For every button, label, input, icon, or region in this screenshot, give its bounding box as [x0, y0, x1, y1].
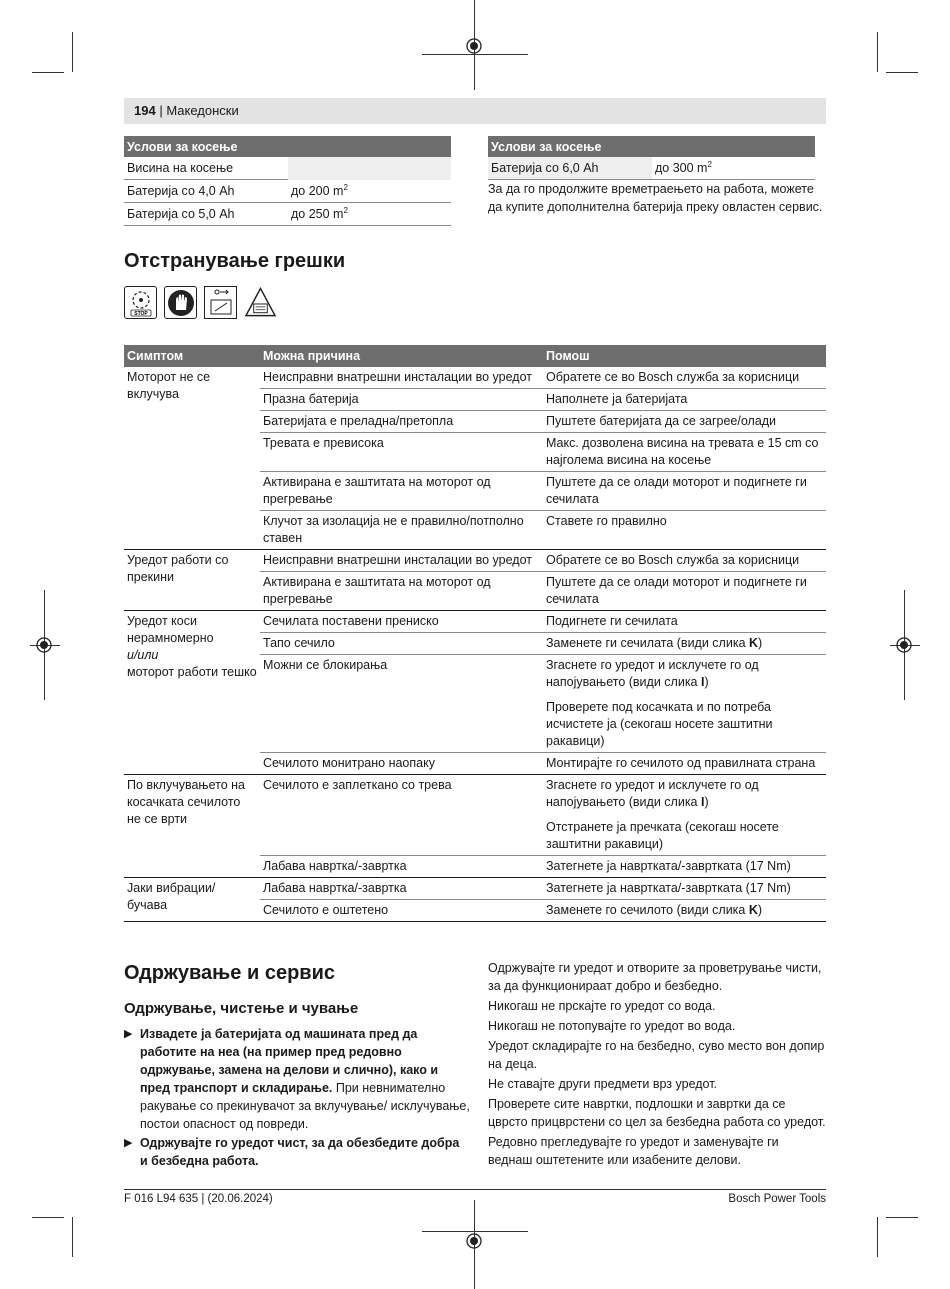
cause-cell: Лабава навртка/-завртка [260, 878, 543, 900]
cause-cell: Тапо сечило [260, 633, 543, 655]
paragraph: Проверете сите навртки, подлошки и завртки да се цврсто прицврстени со цел за безбедна работа со уредот. [488, 1097, 826, 1129]
column-header: Можна причина [260, 345, 543, 367]
superscript: 2 [343, 206, 348, 216]
bullet-item [124, 1025, 470, 1133]
table-row [124, 775, 826, 856]
cell-value: до 200 m [291, 184, 344, 199]
cause-cell: Тревата е превисока [260, 433, 543, 472]
help-text: Отстранете ја пречката (секогаш носете заштитни ракавици) [546, 820, 779, 851]
cause-cell: Сечилата поставени прениско [260, 611, 543, 633]
paragraph: Редовно прегледувајте го уредот и заменувајте ги веднаш оштетените или изабените делови. [488, 1135, 779, 1167]
table-title: Услови за косење [124, 136, 451, 157]
help-cell: Монтирајте го сечилото од правилната страна [543, 753, 826, 775]
figure-ref: I [701, 795, 705, 809]
help-text: ) [758, 636, 763, 650]
symptom-text: Уредот коси нерамномерно [127, 614, 214, 645]
cause-cell: Клучот за изолација не е правилно/потполно ставен [260, 511, 543, 550]
section-title: Одржување и сервис [124, 962, 335, 984]
help-cell [543, 900, 826, 922]
table-row [124, 180, 451, 203]
paragraph: Никогаш не прскајте го уредот со вода. [488, 999, 716, 1013]
registration-mark-icon [35, 636, 53, 654]
cause-cell: Лабава навртка/-завртка [260, 856, 543, 878]
table-row [124, 203, 451, 226]
maintenance-paragraphs [488, 959, 826, 1169]
crop-mark [72, 32, 73, 72]
cause-cell: Сечилото е заплеткано со трева [260, 775, 543, 856]
manual-icon [244, 286, 277, 319]
footer-rule [124, 1189, 826, 1190]
symptom-cell [124, 611, 260, 775]
superscript: 2 [707, 160, 712, 170]
paragraph: Никогаш не потопувајте го уредот во вода. [488, 1019, 736, 1033]
help-cell: Обратете се во Bosch служба за корисници [543, 367, 826, 389]
help-text: ) [757, 903, 763, 917]
subsection-title: Одржување, чистење и чување [124, 1000, 359, 1017]
symptom-cell: По вклучувањето на косачката сечилото не се врти [124, 775, 260, 878]
bullet-item [124, 1134, 470, 1170]
table-header-row [124, 345, 826, 367]
table-row [124, 157, 451, 180]
bullet-text: При невнимателно ракување со прекинувачот за вклучување/ исклучување, постои опасност од повреди. [140, 1081, 470, 1131]
page-number: 194 [134, 103, 156, 118]
column-header: Симптом [124, 345, 260, 367]
paragraph: Уредот складирајте го на безбедно, суво место вон допир на деца. [488, 1039, 825, 1071]
help-text: ) [704, 795, 709, 809]
symptom-cell: Јаки вибрации/ бучава [124, 878, 260, 922]
svg-text:STOP: STOP [133, 310, 148, 317]
cell-value: до 250 m [291, 207, 344, 222]
help-cell: Макс. дозволена висина на тревата е 15 cm со најголема висина на косење [543, 433, 826, 472]
symptom-cell: Моторот не се вклучува [124, 367, 260, 550]
help-cell: Ставете го правилно [543, 511, 826, 550]
registration-mark-icon [465, 1232, 483, 1250]
help-cell: Наполнете ја батеријата [543, 389, 826, 411]
help-cell: Затегнете ја навртката/-завртката (17 Nm) [543, 878, 826, 900]
table-cell: Батерија со 5,0 Ah [124, 203, 288, 226]
help-cell: Обратете се во Bosch служба за корисници [543, 550, 826, 572]
cause-cell: Батеријата е преладна/претопла [260, 411, 543, 433]
paragraph: Не ставајте други предмети врз уредот. [488, 1077, 718, 1091]
crop-mark [32, 72, 64, 73]
remove-key-icon [204, 286, 237, 319]
table-cell: Висина на косење [124, 157, 288, 180]
help-cell: Пуштете батеријата да се загрее/олади [543, 411, 826, 433]
mowing-conditions-table-left [124, 136, 451, 226]
help-cell: Пуштете да се олади моторот и подигнете ги сечилата [543, 572, 826, 611]
help-text: Згаснете го уредот и исклучете го од напојувањето (види слика [546, 778, 759, 809]
cause-cell: Неисправни внатрешни инсталации во уредот [260, 367, 543, 389]
troubleshooting-table [124, 345, 826, 922]
table-cell [288, 180, 451, 203]
help-cell: Пуштете да се олади моторот и подигнете ги сечилата [543, 472, 826, 511]
crop-mark [886, 1217, 918, 1218]
mowing-conditions-table-right [488, 136, 815, 180]
help-cell [543, 633, 826, 655]
table-cell: Батерија со 6,0 Ah [488, 157, 652, 180]
table-cell [288, 203, 451, 226]
figure-ref: K [748, 903, 758, 917]
paragraph: Одржувајте ги уредот и отворите за проветрување чисти, за да функционираат добро и безбедно. [488, 961, 822, 993]
arrow-icon: ▶ [124, 1137, 133, 1149]
crop-mark [877, 32, 878, 72]
registration-mark-icon [465, 37, 483, 55]
help-text: Заменете го сечилото (види слика [546, 903, 749, 917]
figure-ref: I [701, 675, 705, 689]
table-title: Услови за косење [488, 136, 815, 157]
help-cell: Подигнете ги сечилата [543, 611, 826, 633]
page-header [124, 98, 826, 124]
cell-value: до 300 m [655, 161, 708, 176]
table-row [124, 878, 826, 900]
symptom-italic: и/или [127, 648, 159, 662]
crop-mark [886, 72, 918, 73]
crop-mark [877, 1217, 878, 1257]
table-row [124, 367, 826, 389]
bullet-bold-text: Одржувајте го уредот чист, за да обезбедите добра и безбедна работа. [140, 1136, 460, 1168]
column-header: Помош [543, 345, 826, 367]
help-text: Заменете ги сечилата (види слика [546, 636, 750, 650]
table-row [124, 550, 826, 572]
cause-cell: Празна батерија [260, 389, 543, 411]
table-cell: Батерија со 4,0 Ah [124, 180, 288, 203]
table-row [124, 611, 826, 633]
help-cell: Затегнете ја навртката/-завртката (17 Nm) [543, 856, 826, 878]
table-cell [288, 157, 451, 180]
cause-cell: Неисправни внатрешни инсталации во уредот [260, 550, 543, 572]
footer-left: F 016 L94 635 | (20.06.2024) [124, 1193, 273, 1205]
help-cell [543, 655, 826, 753]
arrow-icon: ▶ [124, 1028, 133, 1040]
symptom-text: моторот работи тешко [127, 665, 257, 679]
crop-mark [32, 1217, 64, 1218]
help-text: Згаснете го уредот и исклучете го од напојувањето (види слика [546, 658, 759, 689]
cause-cell: Активирана е заштитата на моторот од прегревање [260, 472, 543, 511]
safety-icons [124, 286, 277, 319]
superscript: 2 [343, 183, 348, 193]
header-separator: | [155, 103, 167, 118]
table-cell [652, 157, 815, 180]
help-cell [543, 775, 826, 856]
cause-cell: Активирана е заштитата на моторот од прегревање [260, 572, 543, 611]
help-text: ) [704, 675, 709, 689]
figure-ref: K [749, 636, 759, 650]
table-row [488, 157, 815, 180]
footer-right: Bosch Power Tools [728, 1193, 826, 1205]
help-text: Проверете под косачката и по потреба исчистете ја (секогаш носете заштитни ракавици) [546, 700, 773, 748]
header-language: Македонски [166, 103, 239, 118]
battery-note: За да го продолжите времетраењето на работа, можете да купите дополнителна батерија преку овластен сервис. [488, 182, 823, 214]
gloves-icon [164, 286, 197, 319]
cause-cell: Можни се блокирања [260, 655, 543, 753]
symptom-cell: Уредот работи со прекини [124, 550, 260, 611]
section-title: Отстранување грешки [124, 250, 346, 272]
registration-mark-icon [895, 636, 913, 654]
cause-cell: Сечилото монитрано наопаку [260, 753, 543, 775]
bullet-bold-text: Извадете ја батеријата од машината пред да работите на неа (на пример пред редовно одржување, замена на делови и слично), како и пред транспорт и складирање. [140, 1027, 439, 1095]
cause-cell: Сечилото е оштетено [260, 900, 543, 922]
crop-mark [72, 1217, 73, 1257]
stop-blade-icon [124, 286, 157, 319]
